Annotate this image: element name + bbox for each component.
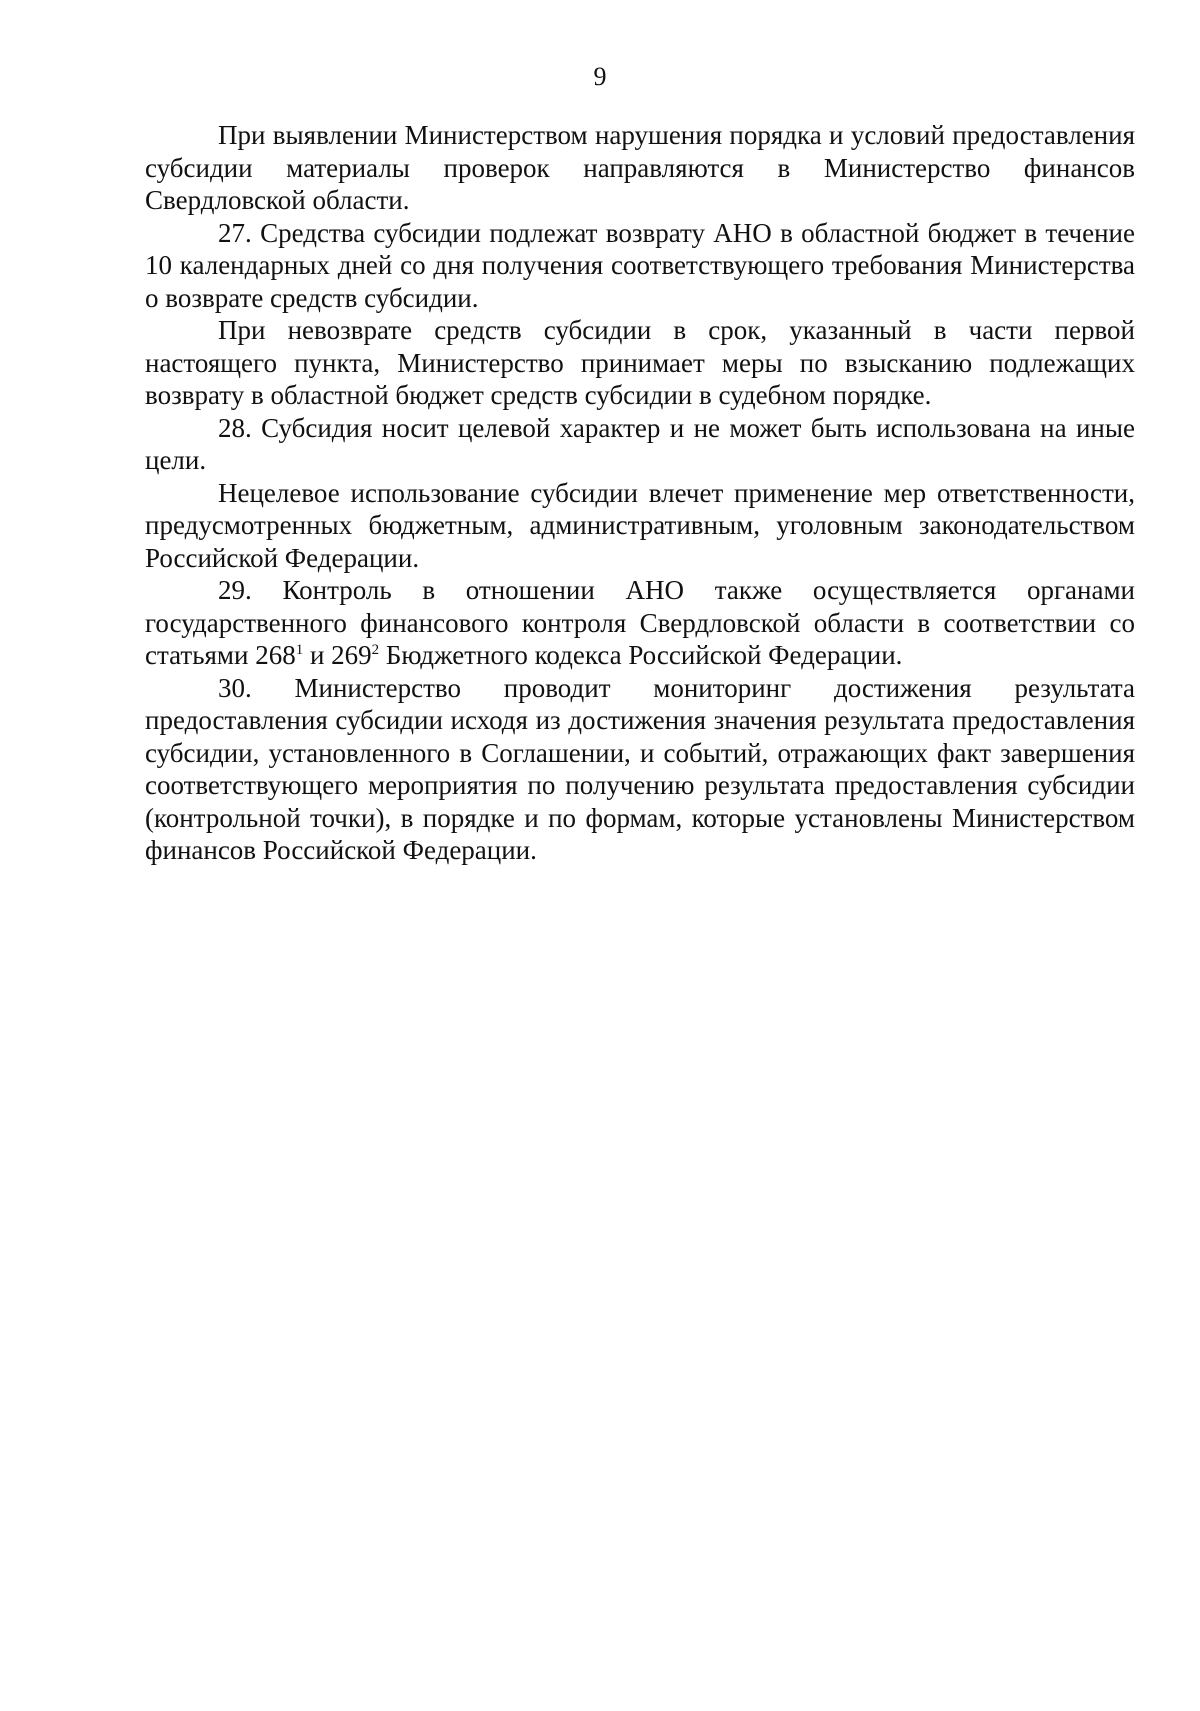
page-number: 9	[593, 62, 607, 91]
document-body	[145, 119, 1135, 867]
paragraph-29-text-before: 29. Контроль в отношении АНО также осуществляется органами государственного финансового контроля Свердловской области в соответствии со статьями 268	[145, 575, 1135, 670]
paragraph-28-purpose: 28. Субсидия носит целевой характер и не может быть использована на иные цели.	[145, 412, 1135, 475]
superscript-article-269: 2	[371, 642, 380, 658]
paragraph-misuse-liability: Нецелевое использование субсидии влечет применение мер ответственности, предусмотренных бюджетным, административным, уголовным законодательством Российской Федерации.	[145, 477, 1135, 573]
paragraph-non-return: При невозврате средств субсидии в срок, указанный в части первой настоящего пункта, Министерство принимает меры по взысканию подлежащих возврату в областной бюджет средств субсидии в судебном порядке.	[145, 315, 1135, 410]
paragraph-27-refund: 27. Средства субсидии подлежат возврату АНО в областной бюджет в течение 10 календарных дней со дня получения соответствующего требования Министерства о возврате средств субсидии.	[145, 217, 1135, 313]
paragraph-30-monitoring: 30. Министерство проводит мониторинг достижения результата предоставления субсидии исходя из достижения значения результата предоставления субсидии, установленного в Соглашении, и событий, отражающих факт завершения соответствующего мероприятия по получению результата предоставления субсидии (контрольной точки), в порядке и по формам, которые установлены Министерством финансов Российской Федерации.	[145, 672, 1135, 865]
superscript-article-268: 1	[295, 642, 304, 658]
paragraph-29-control	[145, 574, 1135, 672]
paragraph-29-text-middle: и 269	[303, 640, 372, 670]
paragraph-29-text-after: Бюджетного кодекса Российской Федерации.	[379, 640, 903, 670]
paragraph-violation-materials: При выявлении Министерством нарушения порядка и условий предоставления субсидии материалы проверок направляются в Министерство финансов Свердловской области.	[145, 120, 1135, 215]
